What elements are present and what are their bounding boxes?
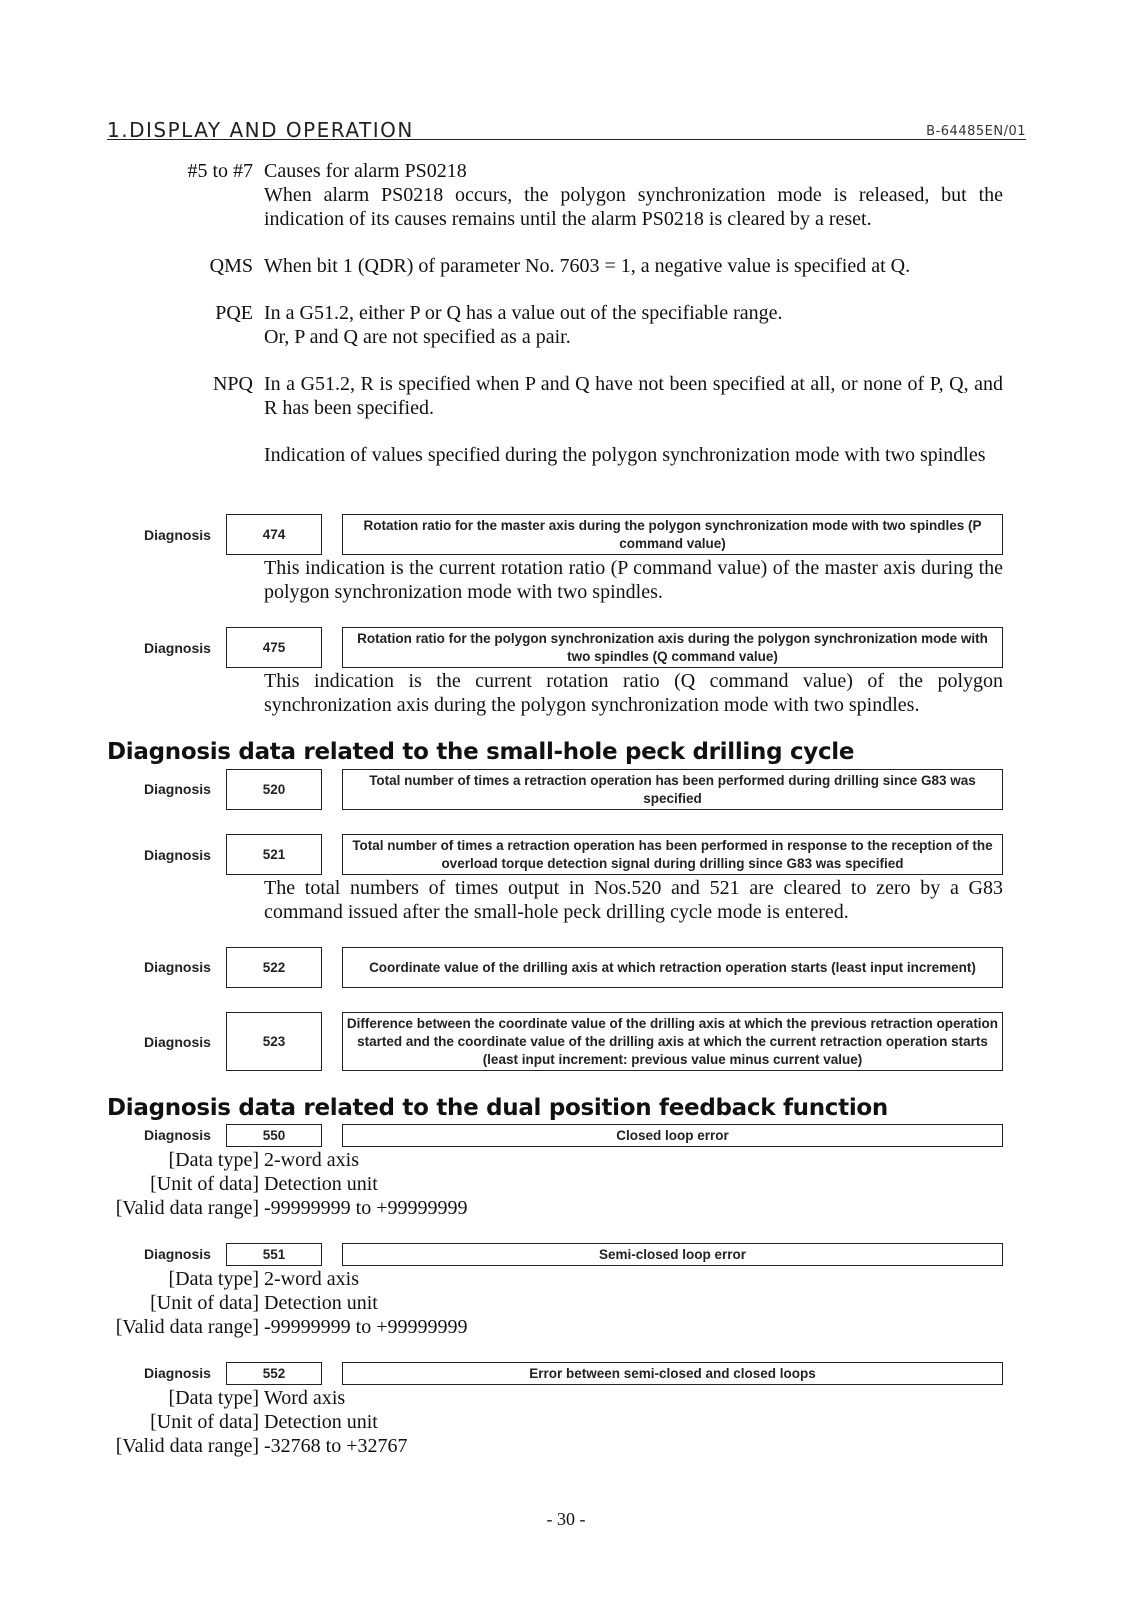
bit-tag: NPQ [212, 373, 253, 395]
bit-description: In a G51.2, R is specified when P and Q have not been specified at all, or none of P, Q, and R has been specified. [264, 373, 1003, 419]
diagnosis-text: This indication is the current rotation ratio (P command value) of the master axis during the polygon synchronization mode with two spindles. [264, 557, 1003, 603]
diagnosis-number: 520 [226, 769, 322, 810]
bit-description: In a G51.2, either P or Q has a value out of the specifiable range. [264, 302, 783, 324]
diagnosis-label: Diagnosis [144, 781, 211, 797]
property-label: [Valid data range] [115, 1316, 259, 1338]
property-value: -99999999 to +99999999 [264, 1316, 468, 1338]
property-label: [Valid data range] [115, 1197, 259, 1219]
diagnosis-number: 522 [226, 947, 322, 988]
property-label: [Unit of data] [150, 1411, 259, 1433]
diagnosis-label: Diagnosis [144, 1034, 211, 1050]
page-number: - 30 - [546, 1509, 586, 1529]
diagnosis-number: 550 [226, 1124, 322, 1147]
property-value: 2-word axis [264, 1149, 359, 1171]
diagnosis-label: Diagnosis [144, 1365, 211, 1381]
polygon-intro: Indication of values specified during the polygon synchronization mode with two spindles [264, 444, 986, 466]
property-label: [Data type] [168, 1268, 259, 1290]
diagnosis-number: 475 [226, 627, 322, 668]
property-value: -32768 to +32767 [264, 1435, 408, 1457]
diagnosis-description: Semi-closed loop error [342, 1243, 1003, 1266]
property-label: [Unit of data] [150, 1173, 259, 1195]
diagnosis-description: Total number of times a retraction operation has been performed during drilling since G83 was specified [342, 769, 1003, 810]
property-label: [Valid data range] [115, 1435, 259, 1457]
chapter-title: 1.DISPLAY AND OPERATION [107, 118, 414, 142]
diagnosis-text: The total numbers of times output in Nos.520 and 521 are cleared to zero by a G83 command issued after the small-hole peck drilling cycle mode is entered. [264, 877, 1003, 923]
bit-tag: #5 to #7 [187, 160, 253, 182]
property-value: Detection unit [264, 1411, 378, 1433]
diagnosis-description: Difference between the coordinate value of the drilling axis at which the previous retraction operation started and the coordinate value of the drilling axis at which the current retraction operation starts (least input increment: previous value minus current value) [342, 1012, 1003, 1071]
diagnosis-description: Closed loop error [342, 1124, 1003, 1147]
diagnosis-label: Diagnosis [144, 847, 211, 863]
bit-tag: PQE [215, 302, 253, 324]
diagnosis-number: 474 [226, 514, 322, 555]
bit-tag: QMS [209, 255, 253, 277]
property-label: [Data type] [168, 1149, 259, 1171]
property-label: [Data type] [168, 1387, 259, 1409]
property-value: Detection unit [264, 1173, 378, 1195]
diagnosis-label: Diagnosis [144, 640, 211, 656]
section-heading: Diagnosis data related to the small-hole peck drilling cycle [107, 739, 855, 765]
property-value: Detection unit [264, 1292, 378, 1314]
property-label: [Unit of data] [150, 1292, 259, 1314]
diagnosis-number: 523 [226, 1012, 322, 1071]
diagnosis-number: 552 [226, 1362, 322, 1385]
bit-description: Or, P and Q are not specified as a pair. [264, 326, 571, 348]
diagnosis-description: Coordinate value of the drilling axis at which retraction operation starts (least input increment) [342, 947, 1003, 988]
bit-description: Causes for alarm PS0218 [264, 160, 467, 182]
diagnosis-number: 551 [226, 1243, 322, 1266]
diagnosis-description: Total number of times a retraction operation has been performed in response to the reception of the overload torque detection signal during drilling since G83 was specified [342, 834, 1003, 875]
diagnosis-label: Diagnosis [144, 1246, 211, 1262]
diagnosis-label: Diagnosis [144, 1127, 211, 1143]
property-value: 2-word axis [264, 1268, 359, 1290]
diagnosis-description: Rotation ratio for the master axis during the polygon synchronization mode with two spindles (P command value) [342, 514, 1003, 555]
diagnosis-number: 521 [226, 834, 322, 875]
diagnosis-label: Diagnosis [144, 527, 211, 543]
property-value: -99999999 to +99999999 [264, 1197, 468, 1219]
diagnosis-label: Diagnosis [144, 959, 211, 975]
bit-description: When bit 1 (QDR) of parameter No. 7603 = 1, a negative value is specified at Q. [264, 255, 911, 277]
header-rule [107, 139, 1026, 140]
property-value: Word axis [264, 1387, 346, 1409]
diagnosis-description: Rotation ratio for the polygon synchronization axis during the polygon synchronization mode with two spindles (Q command value) [342, 627, 1003, 668]
diagnosis-text: This indication is the current rotation ratio (Q command value) of the polygon synchronization axis during the polygon synchronization mode with two spindles. [264, 670, 1003, 716]
bit-description: When alarm PS0218 occurs, the polygon synchronization mode is released, but the indication of its causes remains until the alarm PS0218 is cleared by a reset. [264, 184, 1003, 230]
section-heading: Diagnosis data related to the dual position feedback function [107, 1095, 888, 1121]
document-code: B-64485EN/01 [926, 124, 1026, 139]
diagnosis-description: Error between semi-closed and closed loops [342, 1362, 1003, 1385]
